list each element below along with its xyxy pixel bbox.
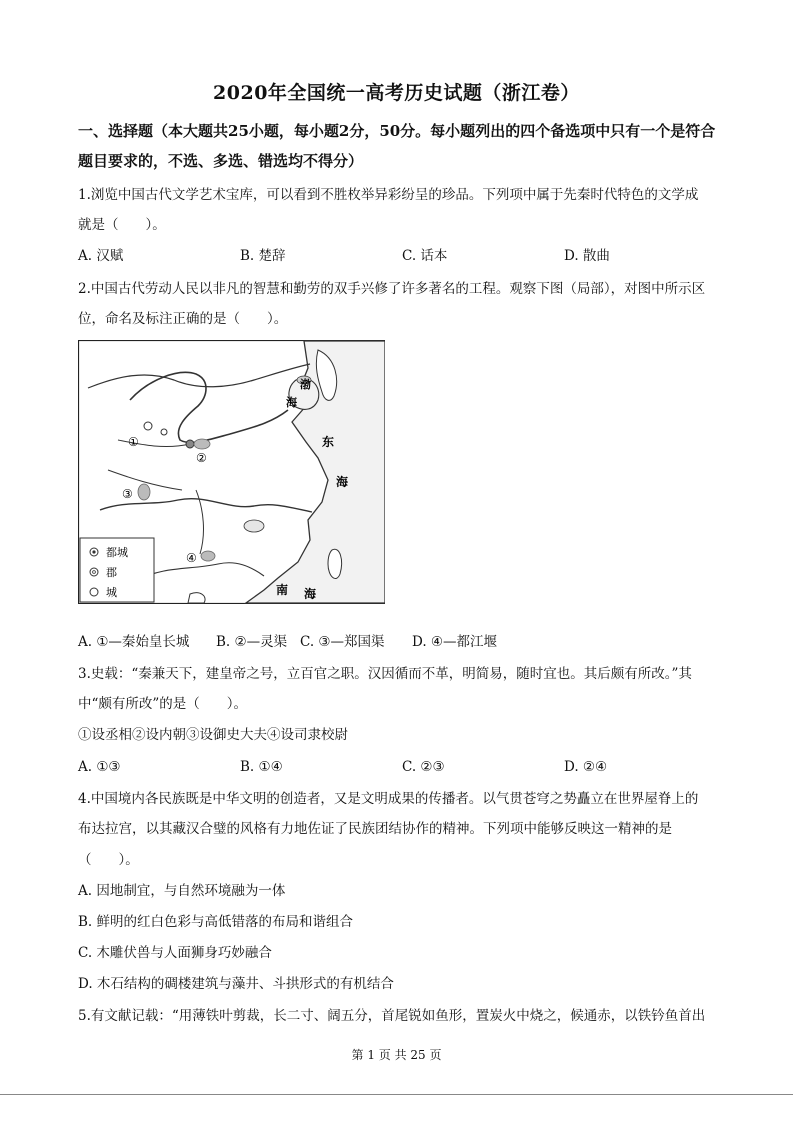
map-label-3: ③ — [122, 487, 133, 501]
q2-option-d: D. ④—都江堰 — [412, 634, 498, 650]
legend-label-capital: 都城 — [106, 546, 128, 559]
map-label-bohai-2: 海 — [286, 396, 297, 409]
map-svg — [78, 340, 385, 604]
q3-option-b: B. ①④ — [240, 759, 283, 775]
map-figure — [78, 340, 385, 604]
q1-option-b: B. 楚辞 — [240, 248, 286, 264]
site-marker-4 — [201, 551, 215, 561]
page-title: 2020年全国统一高考历史试题（浙江卷） — [213, 82, 580, 104]
q2-stem-line2: 位，命名及标注正确的是（ ）。 — [78, 311, 288, 327]
q1-option-c: C. 话本 — [402, 248, 448, 264]
q5-stem-line1: 5.有文献记载：“用薄铁叶剪裁，长二寸、阔五分，首尾锐如鱼形，置炭火中烧之，候通赤，以铁钤鱼首出 — [78, 1008, 706, 1024]
legend-symbol-prefecture — [90, 568, 98, 576]
map-label-4: ④ — [186, 551, 197, 565]
q3-option-c: C. ②③ — [402, 759, 445, 775]
legend-symbol-capital-dot — [92, 550, 95, 553]
legend-symbol-city — [90, 588, 98, 596]
q3-stem-line2: 中“颇有所改”的是（ ）。 — [78, 696, 248, 712]
map-label-east-sea: 海 — [336, 475, 349, 489]
section-heading: 一、选择题（本大题共25小题，每小题2分，50分。每小题列出的四个备选项中只有一个是符合题目要求的，不选、多选、错选均不得分） — [78, 122, 716, 170]
q1-stem-line1: 1.浏览中国古代文学艺术宝库，可以看到不胜枚举异彩纷呈的珍品。下列项中属于先秦时代特色的文学成 — [78, 187, 699, 203]
page-footer: 第 1 页 共 25 页 — [351, 1048, 442, 1062]
poyang-lake — [244, 520, 264, 532]
q4-option-b: B. 鲜明的红白色彩与高低错落的布局和谐组合 — [78, 914, 354, 930]
q3-option-d: D. ②④ — [564, 759, 608, 775]
q3-option-a: A. ①③ — [78, 759, 121, 775]
map-label-south-sea: 海 — [304, 587, 317, 601]
site-city-1 — [144, 422, 152, 430]
map-label-east: 东 — [322, 435, 335, 449]
q2-option-c: C. ③—郑国渠 — [300, 634, 385, 650]
q4-option-c: C. 木雕伏兽与人面狮身巧妙融合 — [78, 945, 272, 961]
map-label-bohai-1: 渤 — [300, 378, 311, 391]
legend-label-prefecture: 郡 — [106, 566, 117, 579]
site-marker-2 — [194, 439, 210, 449]
q4-option-a: A. 因地制宜，与自然环境融为一体 — [78, 883, 286, 899]
q3-stem-line1: 3.史载：“秦兼天下，建皇帝之号，立百官之职。汉因循而不革，明简易，随时宜也。其后颇有所改。”其 — [78, 666, 692, 682]
q2-option-b: B. ②—灵渠 — [216, 634, 288, 650]
q4-stem-line1: 4.中国境内各民族既是中华文明的创造者，又是文明成果的传播者。以气贯苍穹之势矗立在世界屋脊上的 — [78, 791, 699, 807]
bottom-divider — [0, 1094, 793, 1095]
hainan-island — [188, 593, 205, 603]
site-city-2 — [161, 429, 167, 435]
taiwan-island — [328, 549, 342, 578]
q2-stem-line1: 2.中国古代劳动人民以非凡的智慧和勤劳的双手兴修了许多著名的工程。观察下图（局部），对图中所示区 — [78, 281, 706, 297]
legend-label-city: 城 — [106, 586, 117, 599]
map-label-2: ② — [196, 451, 207, 465]
q4-stem-line3: （ ）。 — [78, 852, 139, 868]
q1-option-a: A. 汉赋 — [78, 248, 124, 264]
q1-stem-line2: 就是（ ）。 — [78, 217, 166, 233]
map-label-south: 南 — [276, 583, 289, 597]
q4-stem-line2: 布达拉宫，以其藏汉合璧的风格有力地佐证了民族团结协作的精神。下列项中能够反映这一精神的是 — [78, 821, 672, 837]
site-capital — [186, 440, 194, 448]
q3-items: ①设丞相②设内朝③设御史大夫④设司隶校尉 — [78, 727, 348, 743]
map-label-1: ① — [128, 435, 139, 449]
site-marker-3 — [138, 484, 150, 500]
q2-option-a: A. ①—秦始皇长城 — [78, 634, 190, 650]
q1-option-d: D. 散曲 — [564, 248, 610, 264]
q4-option-d: D. 木石结构的碉楼建筑与藻井、斗拱形式的有机结合 — [78, 976, 394, 992]
